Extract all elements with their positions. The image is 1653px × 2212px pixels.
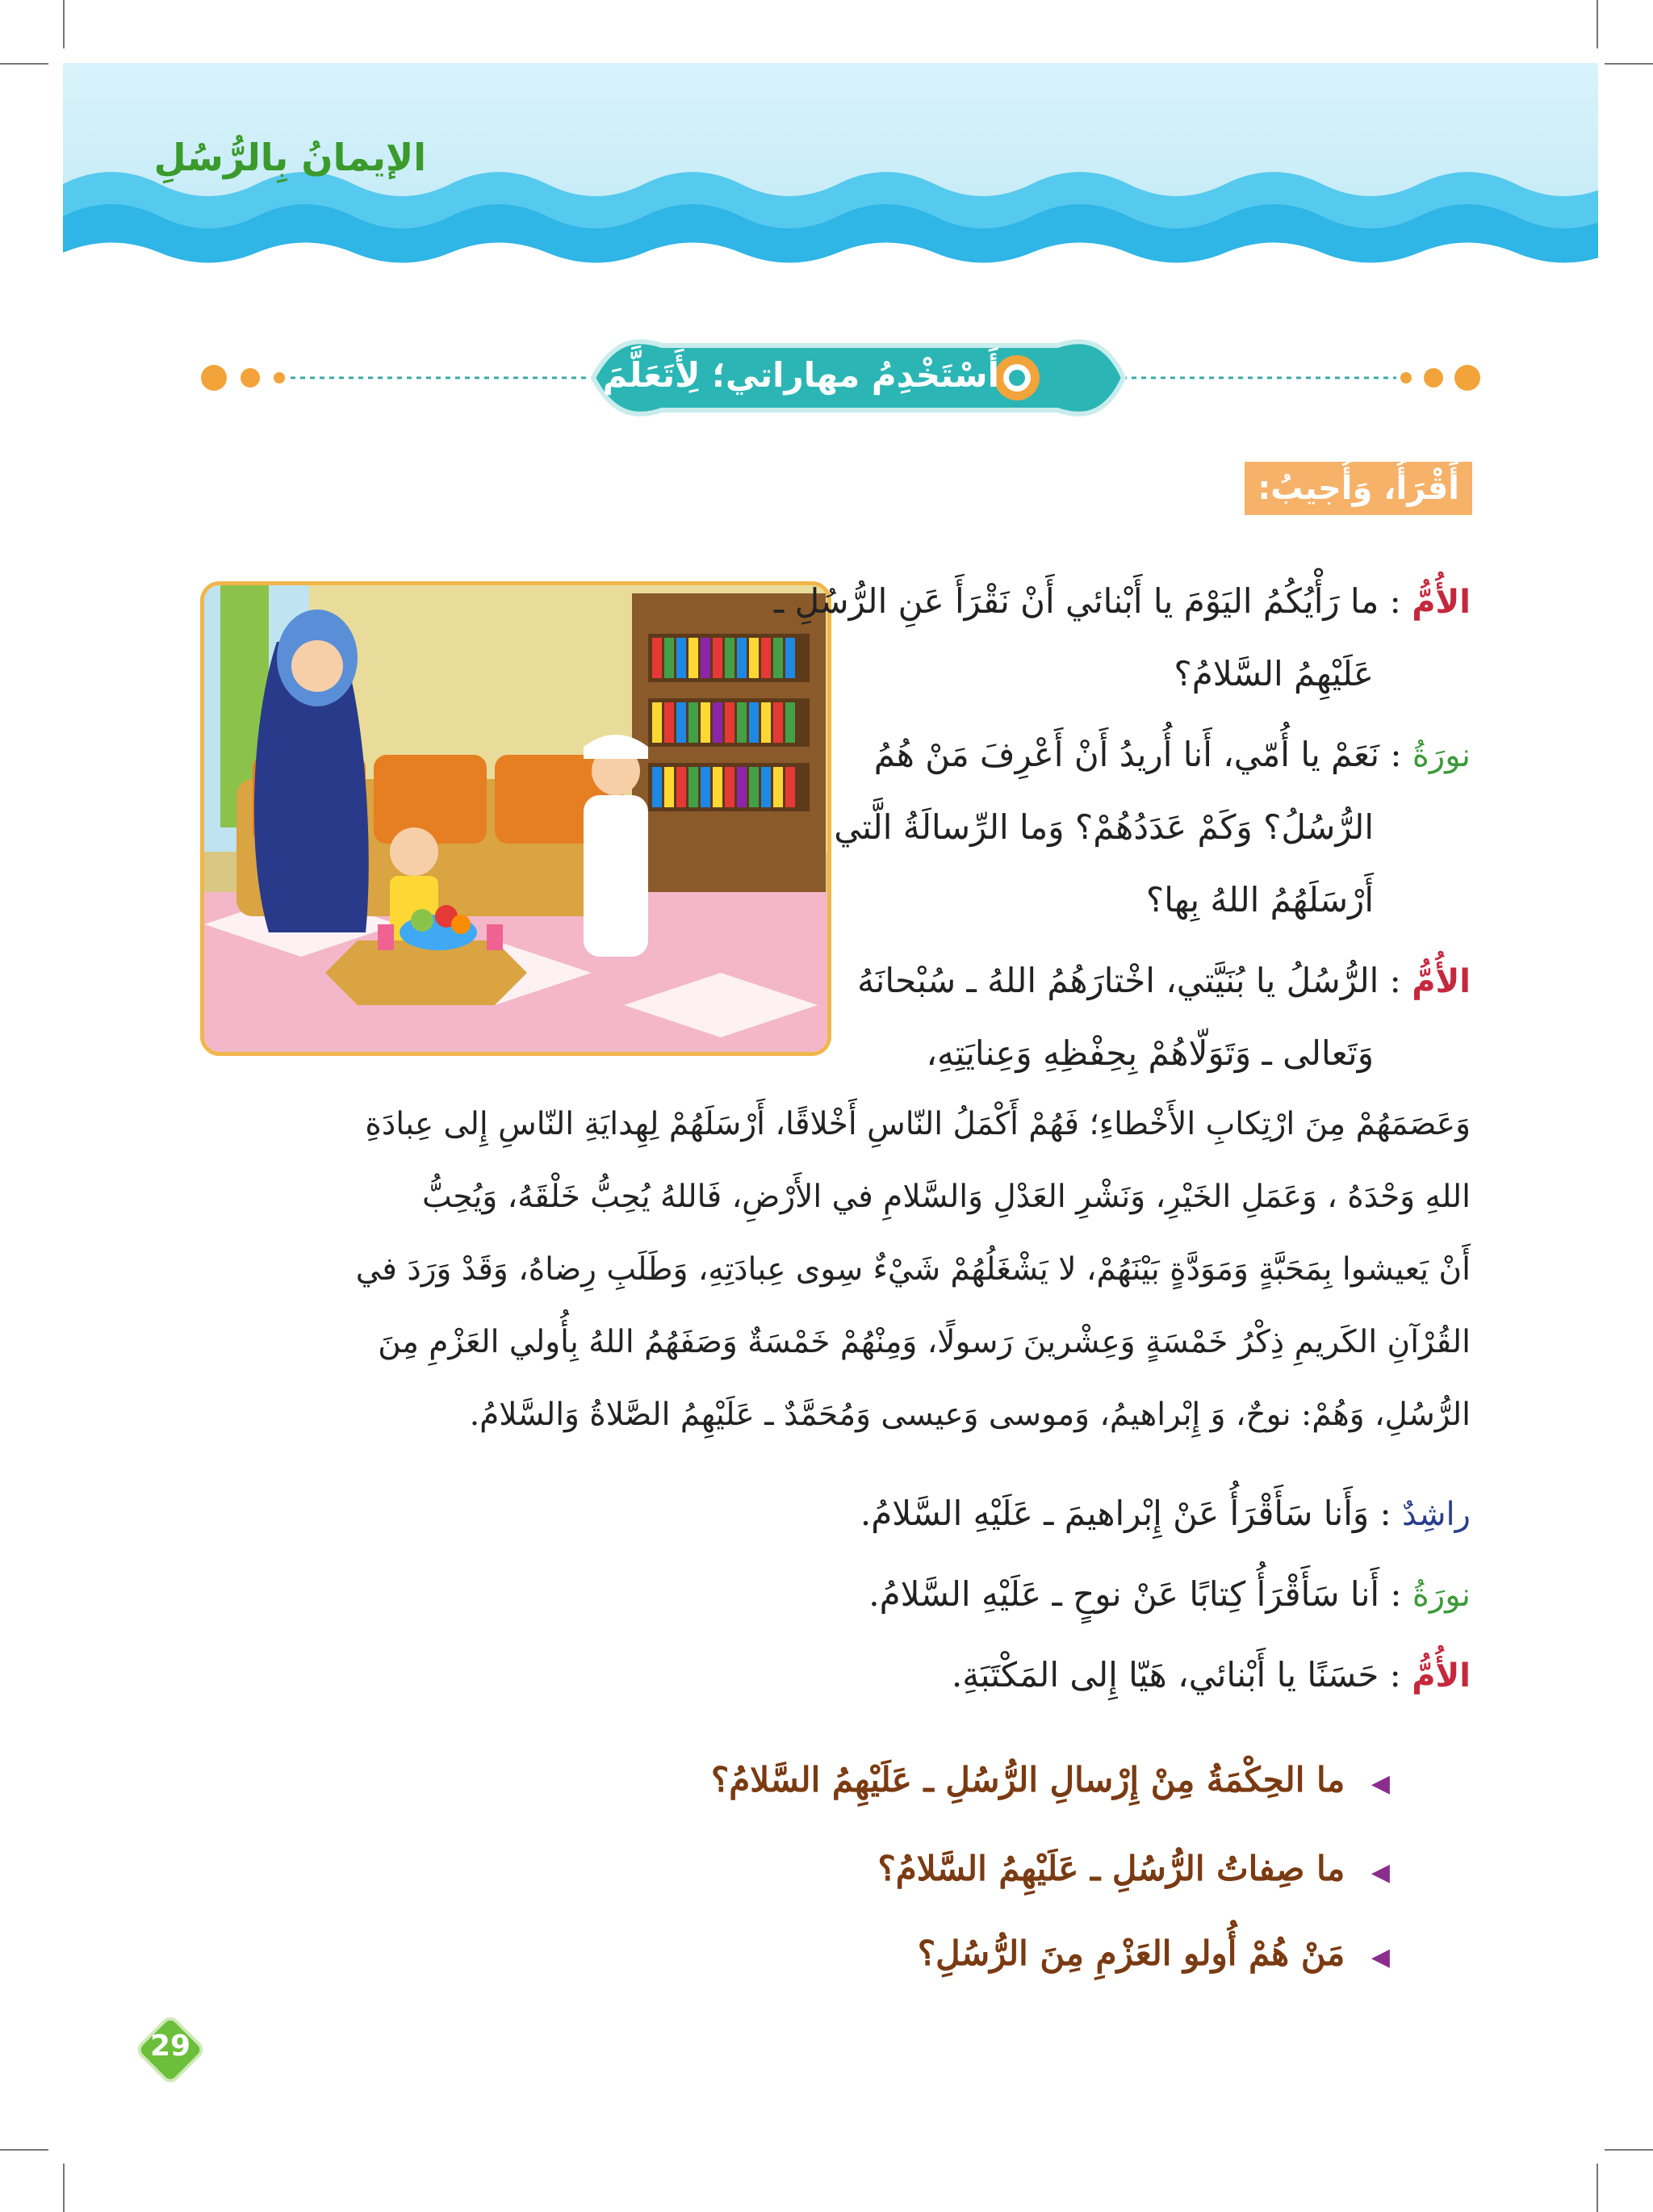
question-item	[918, 1933, 1390, 1973]
dialogue-line	[857, 961, 1471, 1000]
question-text: ما الحِكْمَةُ مِنْ إِرْسالِ الرُّسُلِ ـ عَلَيْهِمُ السَّلامُ؟	[710, 1760, 1345, 1799]
dialogue-text: : نَعَمْ يا أُمّي، أَنا أُريدُ أَنْ أَعْرِفَ مَنْ هُمُ	[873, 735, 1402, 774]
crop-mark	[1605, 2149, 1653, 2151]
page-number: 29	[149, 2030, 191, 2063]
crop-mark	[1597, 2164, 1598, 2212]
speaker-noura: نورَةُ	[1412, 737, 1471, 774]
chapter-title: الإيمانُ بِالرُّسُلِ	[153, 136, 426, 179]
dialogue-text: أَنْ يَعيشوا بِمَحَبَّةٍ وَمَوَدَّةٍ بَيْنَهُمْ، لا يَشْغَلُهُمْ شَيْءٌ سِوى عِبادَتِهِ، وَطَلَبِ رِضاهُ، وَقَدْ وَرَدَ في	[355, 1251, 1471, 1288]
dialogue-text: : حَسَنًا يا أَبْنائي، هَيّا إِلى المَكْتَبَةِ.	[951, 1655, 1401, 1695]
speaker-mother: الأُمُّ	[1412, 584, 1471, 621]
dialogue-line	[874, 735, 1471, 774]
dialogue-line	[365, 1106, 1471, 1142]
dialogue-text: : ما رَأْيُكُمُ اليَوْمَ يا أَبْنائي أَنْ نَقْرَأَ عَنِ الرُّسُلِ ـ	[773, 581, 1401, 621]
dialogue-line	[868, 1574, 1471, 1614]
dialogue-text: : أَنا سَأَقْرَأُ كِتابًا عَنْ نوحٍ ـ عَلَيْهِ السَّلامُ.	[868, 1574, 1402, 1614]
dialogue-line	[834, 807, 1374, 847]
crop-mark	[63, 0, 65, 48]
dialogue-text: وَتَعالى ـ وَتَوَلّاهُمْ بِحِفْظِهِ وَعِنايَتِهِ،	[926, 1033, 1374, 1073]
dialogue-line	[356, 1251, 1471, 1288]
dialogue-text: عَلَيْهِمُ السَّلامُ؟	[1174, 654, 1374, 693]
dialogue-text: الرُّسُلِ، وَهُمْ: نوحٌ، وَ إِبْراهيمُ، وَموسى وَعيسى وَمُحَمَّدٌ ـ عَلَيْهِمُ الصَّلاةُ وَالسَّلامُ.	[469, 1397, 1471, 1433]
dialogue-text: اللهِ وَحْدَهُ ، وَعَمَلِ الخَيْرِ، وَنَشْرِ العَدْلِ وَالسَّلامِ في الأَرْضِ، فَاللهُ يُحِبُّ خَلْقَهُ، وَيُحِبُّ	[422, 1179, 1471, 1215]
dialogue-text: الرُّسُلُ؟ وَكَمْ عَدَدُهُمْ؟ وَما الرِّسالَةُ الَّتي	[834, 807, 1374, 847]
dialogue-line	[926, 1033, 1374, 1073]
activity-label: أَقْرَأُ، وَأُجيبُ:	[1245, 462, 1472, 515]
dialogue-line	[470, 1397, 1471, 1433]
triangle-bullet-icon: ◀	[1371, 1770, 1390, 1798]
speaker-noura: نورَةُ	[1412, 1577, 1471, 1614]
dialogue-text: القُرْآنِ الكَريمِ ذِكْرُ خَمْسَةٍ وَعِشْرينَ رَسولًا، وَمِنْهُمْ خَمْسَةٌ وَصَفَهُمُ اللهُ بِأُولي العَزْمِ مِنَ	[378, 1324, 1471, 1360]
triangle-bullet-icon: ◀	[1371, 1943, 1390, 1971]
dialogue-line	[378, 1324, 1471, 1360]
family-illustration	[200, 581, 831, 1056]
question-item	[711, 1760, 1390, 1799]
dialogue-line	[860, 1494, 1471, 1533]
speaker-mother: الأُمُّ	[1412, 963, 1471, 1000]
question-text: ما صِفاتُ الرُّسُلِ ـ عَلَيْهِمُ السَّلامُ؟	[877, 1849, 1345, 1888]
crop-mark	[0, 2149, 48, 2151]
gear-icon	[994, 355, 1040, 400]
dialogue-line	[774, 581, 1471, 621]
crop-mark	[1597, 0, 1598, 48]
crop-mark	[1605, 63, 1653, 65]
crop-mark	[63, 2164, 65, 2212]
dialogue-text: : الرُّسُلُ يا بُنَيَّتي، اخْتارَهُمُ اللهُ ـ سُبْحانَهُ	[857, 961, 1401, 1000]
question-item	[877, 1849, 1390, 1888]
dialogue-text: : وَأَنا سَأَقْرَأُ عَنْ إِبْراهيمَ ـ عَلَيْهِ السَّلامُ.	[860, 1494, 1391, 1533]
dialogue-text: أَرْسَلَهُمُ اللهُ بِها؟	[1145, 880, 1374, 920]
speaker-mother: الأُمُّ	[1412, 1657, 1471, 1695]
speaker-rashid: راشِدٌ	[1402, 1496, 1471, 1533]
question-text: مَنْ هُمْ أُولو العَزْمِ مِنَ الرُّسُلِ؟	[917, 1933, 1345, 1973]
dialogue-line	[1174, 654, 1374, 693]
triangle-bullet-icon: ◀	[1371, 1858, 1390, 1887]
dialogue-line	[1146, 880, 1374, 920]
crop-mark	[0, 63, 48, 65]
dialogue-line	[422, 1179, 1471, 1215]
section-title: أَسْتَخْدِمُ مهاراتي؛ لِأَتَعَلَّمَ	[602, 355, 999, 395]
dialogue-line	[952, 1655, 1471, 1695]
dialogue-text: وَعَصَمَهُمْ مِنَ ارْتِكابِ الأَخْطاءِ؛ فَهُمْ أَكْمَلُ النّاسِ أَخْلاقًا، أَرْسَلَهُمْ لِهِدايَةِ النّاسِ إِلى عِبادَةِ	[365, 1106, 1471, 1142]
